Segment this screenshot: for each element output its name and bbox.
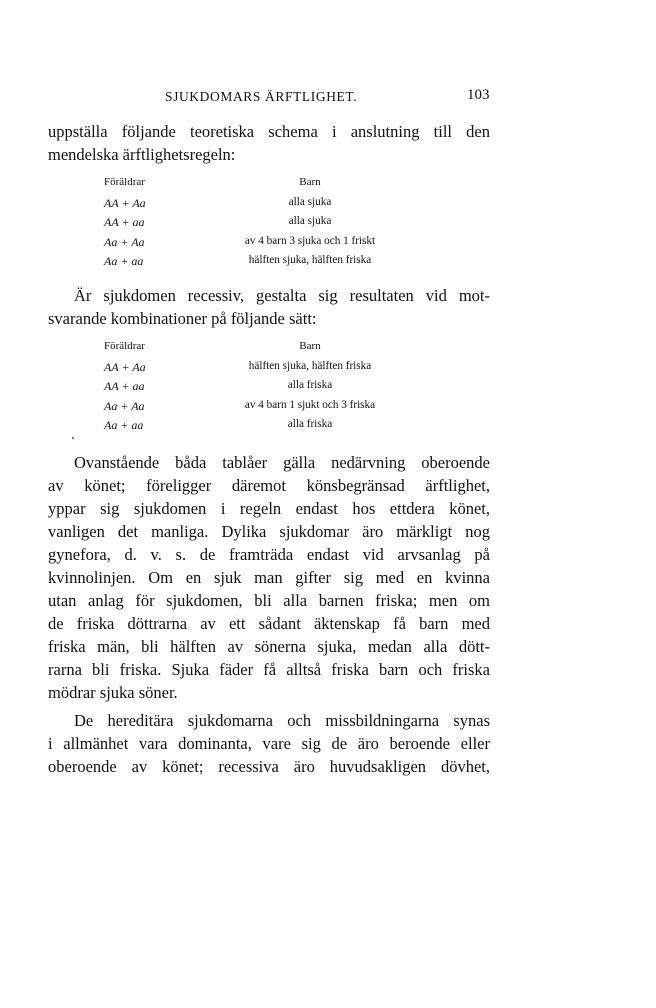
- paragraph-line: av könet; föreligger däremot könsbegränsad ärftlighet,: [48, 476, 490, 495]
- children-cell: alla sjuka: [288, 195, 332, 208]
- children-cell: alla friska: [287, 418, 333, 430]
- paragraph-line: i allmänhet vara dominanta, vare sig de äro beroende eller: [48, 734, 490, 753]
- paragraph-line: mödrar sjuka söner.: [48, 683, 178, 702]
- paragraph-line: kvinnolinjen. Om en sjuk man gifter sig med en kvinna: [48, 568, 490, 587]
- column-header-parents: Föräldrar: [104, 340, 145, 352]
- recessive-intro-line: svarande kombinationer på följande sätt:: [48, 309, 317, 328]
- running-title: SJUKDOMARS ÄRFTLIGHET.: [165, 89, 358, 104]
- column-header-parents: Föräldrar: [104, 176, 145, 188]
- paragraph-line: oberoende av könet; recessiva äro huvudsakligen dövhet,: [48, 757, 490, 776]
- parents-cell: Aa + Aa: [104, 398, 145, 413]
- parents-cell: AA + Aa: [104, 359, 146, 374]
- children-cell: hälften sjuka, hälften friska: [248, 359, 372, 372]
- children-cell: alla friska: [287, 379, 333, 391]
- table-row: [100, 418, 460, 438]
- intro-line: uppställa följande teoretiska schema i anslutning till den: [48, 122, 490, 141]
- table-row: [100, 399, 460, 419]
- paragraph-line: gynefora, d. v. s. de framträda endast vid arvsanlag på: [48, 545, 490, 564]
- intro-line: mendelska ärftlighetsregeln:: [48, 145, 236, 164]
- children-cell: alla sjuka: [288, 215, 332, 227]
- table-row: [100, 235, 460, 255]
- parents-cell: Aa + aa: [104, 254, 144, 268]
- table-row: [100, 360, 460, 380]
- paragraph-line: Ovanstående båda tablåer gälla nedärvning oberoende: [74, 453, 490, 472]
- recessive-intro-text: [48, 284, 490, 330]
- paragraph-line: utan anlag för sjukdomen, bli alla barnen friska; men om: [48, 591, 490, 610]
- paragraph-line: de friska döttrarna av ett sådant äktenskap få barn med: [48, 614, 490, 633]
- parents-cell: Aa + Aa: [104, 234, 145, 249]
- print-speck: [72, 437, 74, 439]
- column-header-children: Barn: [299, 176, 321, 188]
- table-header-row: [100, 340, 460, 360]
- paragraph-line: yppar sig sjukdomen i regeln endast hos ettdera könet,: [48, 499, 490, 518]
- table-row: [100, 379, 460, 399]
- children-cell: hälften sjuka, hälften friska: [248, 254, 372, 266]
- page-number: 103: [467, 87, 490, 103]
- paragraph-line: vanligen det manliga. Dylika sjukdomar äro märkligt nog: [48, 522, 490, 541]
- paragraph-line: friska män, bli hälften av sönerna sjuka, medan alla dött-: [48, 637, 490, 656]
- table-header-row: [100, 176, 460, 196]
- paragraph-line: rarna bli friska. Sjuka fäder få alltså friska barn och friska: [48, 660, 490, 679]
- paragraph-line: De hereditära sjukdomarna och missbildningarna synas: [74, 711, 490, 730]
- recessive-intro-line: Är sjukdomen recessiv, gestalta sig resultaten vid mot-: [74, 286, 490, 305]
- recessive-table: [100, 340, 460, 438]
- paragraph-2: [48, 709, 490, 778]
- intro-text: [48, 120, 490, 166]
- parents-cell: Aa + aa: [104, 418, 144, 432]
- column-header-children: Barn: [299, 340, 321, 352]
- paragraph-1: [48, 451, 490, 704]
- parents-cell: AA + Aa: [104, 195, 146, 210]
- parents-cell: AA + aa: [104, 379, 145, 393]
- dominant-table: [100, 176, 460, 274]
- table-row: [100, 254, 460, 274]
- children-cell: av 4 barn 3 sjuka och 1 friskt: [244, 234, 376, 247]
- table-row: [100, 196, 460, 216]
- parents-cell: AA + aa: [104, 215, 145, 229]
- table-row: [100, 215, 460, 235]
- children-cell: av 4 barn 1 sjukt och 3 friska: [244, 398, 376, 411]
